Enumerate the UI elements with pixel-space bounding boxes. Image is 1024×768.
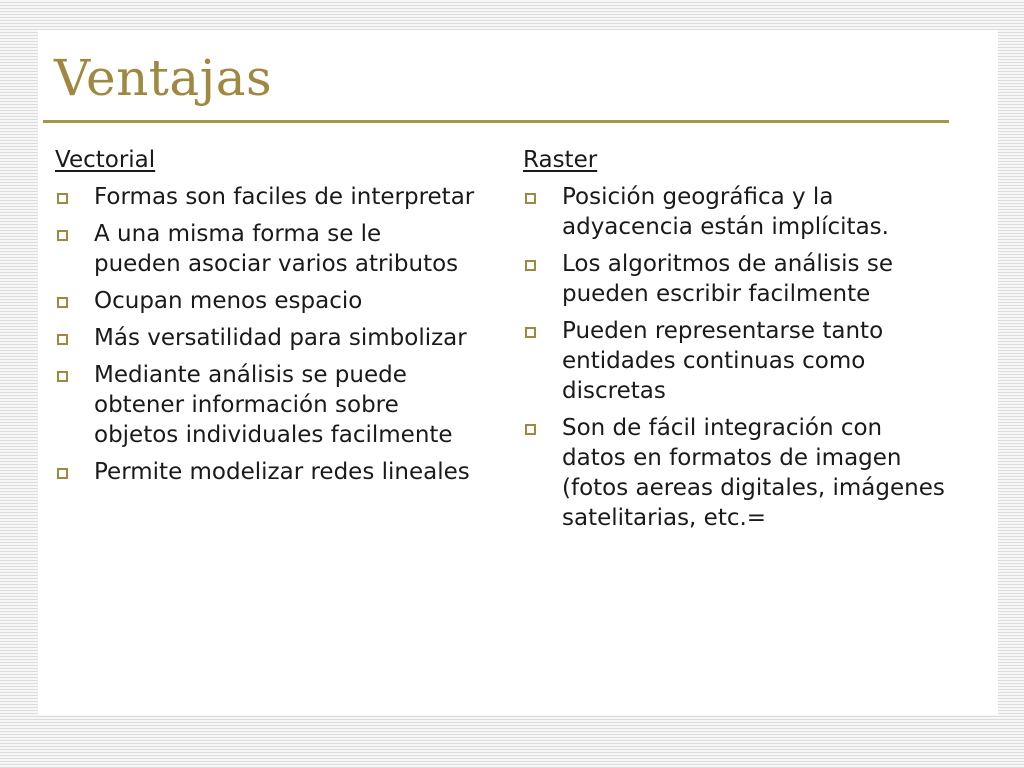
slide-title: Ventajas [54,49,273,107]
bullet-list-raster [523,182,953,533]
bullet-list-vectorial [55,182,475,487]
list-item-text: Los algoritmos de análisis se pueden escribir facilmente [562,251,893,307]
list-item [55,182,475,212]
hollow-square-bullet-icon [525,193,536,204]
list-item-text: Permite modelizar redes lineales [94,459,470,485]
list-item [523,249,953,309]
hollow-square-bullet-icon [57,193,68,204]
list-item [55,457,475,487]
list-item [55,323,475,353]
list-item [55,286,475,316]
title-divider [43,120,949,123]
column-vectorial [55,144,475,494]
list-item [55,219,475,279]
hollow-square-bullet-icon [57,334,68,345]
column-raster [523,144,953,540]
list-item [523,413,953,533]
hollow-square-bullet-icon [525,260,536,271]
hollow-square-bullet-icon [57,230,68,241]
hollow-square-bullet-icon [57,468,68,479]
list-item-text: Posición geográfica y la adyacencia están implícitas. [562,184,889,240]
list-item-text: Pueden representarse tanto entidades continuas como discretas [562,318,884,404]
list-item-text: Son de fácil integración con datos en formatos de imagen (fotos aereas digitales, imágenes satelitarias, etc.= [562,415,945,531]
hollow-square-bullet-icon [57,297,68,308]
list-item [523,182,953,242]
list-item-text: Ocupan menos espacio [94,288,363,314]
column-heading-raster: Raster [523,147,598,173]
list-item-text: Formas son faciles de interpretar [94,184,475,210]
list-item [523,316,953,406]
list-item [55,360,475,450]
hollow-square-bullet-icon [525,424,536,435]
hollow-square-bullet-icon [57,371,68,382]
column-heading-vectorial: Vectorial [55,147,156,173]
slide [38,30,998,715]
hollow-square-bullet-icon [525,327,536,338]
list-item-text: A una misma forma se le pueden asociar varios atributos [94,221,459,277]
list-item-text: Más versatilidad para simbolizar [94,325,467,351]
list-item-text: Mediante análisis se puede obtener información sobre objetos individuales facilmente [94,362,453,448]
